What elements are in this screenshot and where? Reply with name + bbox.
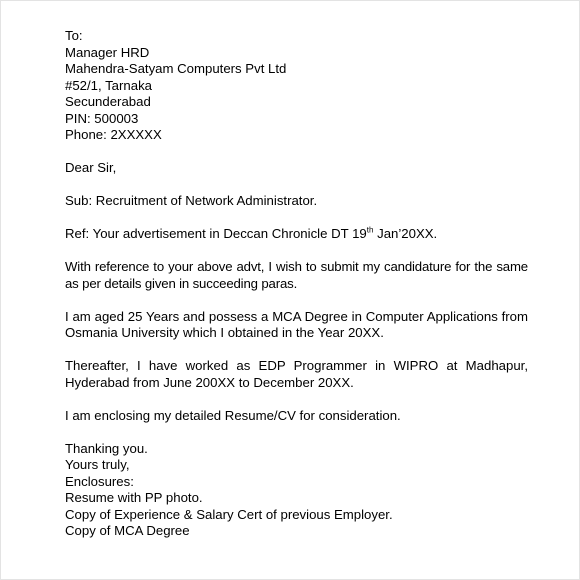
address-city: Secunderabad (65, 94, 151, 109)
address-pin: PIN: 500003 (65, 110, 139, 126)
reference-superscript: th (366, 225, 374, 235)
body-paragraph-2: I am aged 25 Years and possess a MCA Degree in Computer Applications from Osmania University which I obtained in the Year 20XX. (65, 308, 528, 340)
reference-prefix: Ref: Your advertisement in Deccan Chronicle DT 19 (65, 226, 367, 241)
reference-suffix: Jan’20XX. (373, 226, 438, 241)
closing-thanks: Thanking you. (65, 440, 148, 456)
spacer (65, 292, 528, 309)
closing-signoff: Yours truly, (65, 457, 130, 472)
address-phone: Phone: 2XXXXX (65, 127, 162, 142)
spacer (65, 177, 528, 194)
enclosure-item: Resume with PP photo. (65, 490, 203, 505)
salutation: Dear Sir, (65, 160, 117, 175)
spacer (65, 342, 528, 359)
spacer (65, 243, 528, 260)
spacer (65, 424, 528, 441)
body-paragraph-4: I am enclosing my detailed Resume/CV for consideration. (65, 407, 401, 423)
enclosure-item: Copy of Experience & Salary Cert of previous Employer. (65, 506, 393, 522)
reference-line (65, 226, 528, 243)
body-paragraph-1: With reference to your above advt, I wish to submit my candidature for the same as per details given in succeeding paras. (65, 259, 528, 291)
subject-line: Sub: Recruitment of Network Administrator. (65, 193, 318, 208)
spacer (65, 210, 528, 227)
enclosures-label: Enclosures: (65, 473, 134, 489)
address-street: #52/1, Tarnaka (65, 77, 153, 93)
address-to: To: (65, 28, 83, 43)
body-paragraph-3: Thereafter, I have worked as EDP Programmer in WIPRO at Madhapur, Hyderabad from June 200XX to December 20XX. (65, 358, 528, 390)
address-recipient: Manager HRD (65, 44, 150, 60)
address-company: Mahendra-Satyam Computers Pvt Ltd (65, 61, 287, 76)
letter-document (65, 28, 528, 540)
spacer (65, 144, 528, 161)
spacer (65, 391, 528, 408)
enclosure-item: Copy of MCA Degree (65, 523, 190, 538)
